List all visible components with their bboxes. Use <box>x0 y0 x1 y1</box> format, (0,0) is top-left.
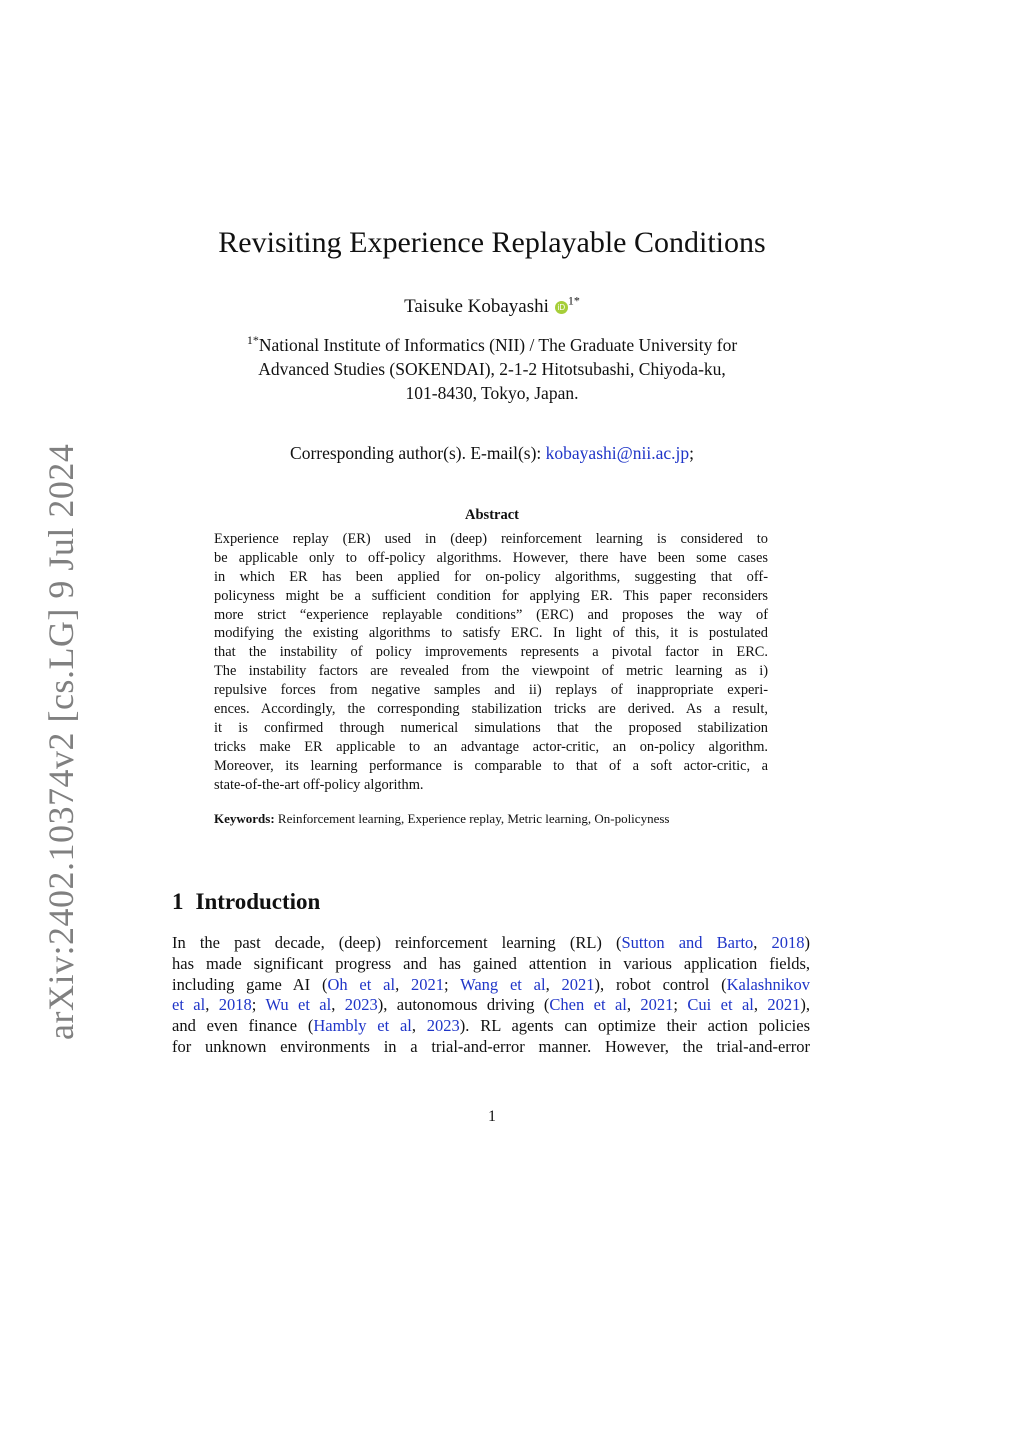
abstract-line: The instability factors are revealed from the viewpoint of metric learning as i) <box>214 663 768 680</box>
citation-link[interactable]: 2021 <box>767 995 801 1015</box>
abstract-line: Experience replay (ER) used in (deep) reinforcement learning is considered to <box>214 531 768 547</box>
abstract-line: that the instability of policy improvements represents a pivotal factor in ERC. <box>214 644 768 661</box>
orcid-icon[interactable]: iD <box>555 301 568 314</box>
citation-link[interactable]: 2023 <box>426 1016 460 1036</box>
intro-line: has made significant progress and has gained attention in various application fields, <box>172 953 810 973</box>
email-link[interactable]: kobayashi@nii.ac.jp <box>545 443 690 463</box>
keywords <box>214 811 774 827</box>
affiliation-line: $^{1*}$National Institute of Informatics (NII) / The Graduate University for <box>246 333 738 355</box>
abstract-line: modifying the existing algorithms to satisfy ERC. In light of this, it is postulated <box>214 625 768 642</box>
abstract-line: state-of-the-art off-policy algorithm. <box>214 776 424 793</box>
paper-title: Revisiting Experience Replayable Conditions <box>218 226 766 259</box>
section-heading <box>172 889 320 915</box>
citation-link[interactable]: 2021 <box>411 974 444 994</box>
citation-link[interactable]: Sutton and Barto <box>621 933 754 952</box>
intro-line: et al, 2018; Wu et al, 2023), autonomous driving (Chen et al, 2021; Cui et al, 2021), <box>172 995 811 1015</box>
citation-link[interactable]: 2023 <box>344 995 378 1015</box>
citation-link[interactable]: Cui et al <box>687 995 754 1015</box>
abstract-line: ences. Accordingly, the corresponding stabilization tricks are derived. As a result, <box>214 701 768 718</box>
affiliation-line: 101-8430, Tokyo, Japan. <box>405 383 579 403</box>
affiliation-block <box>190 333 794 405</box>
abstract-body <box>214 530 768 794</box>
abstract-line: repulsive forces from negative samples and ii) replays of inappropriate experi- <box>214 682 768 699</box>
author-name: Taisuke Kobayashi <box>404 296 549 317</box>
intro-paragraph <box>172 933 810 1058</box>
citation-link[interactable]: 2018 <box>771 933 805 952</box>
intro-line: including game AI (Oh et al, 2021; Wang et al, 2021), robot control (Kalashnikov <box>172 974 811 994</box>
affiliation-line: Advanced Studies (SOKENDAI), 2-1-2 Hitotsubashi, Chiyoda-ku, <box>258 359 726 379</box>
keywords-label: Keywords: <box>214 811 275 826</box>
arxiv-stamp: arXiv:2402.10374v2 [cs.LG] 9 Jul 2024 <box>41 443 81 1040</box>
corresponding-author: Corresponding author(s). E-mail(s): kobayashi@nii.ac.jp; <box>290 443 694 463</box>
abstract-line: in which ER has been applied for on-policy algorithms, suggesting that off- <box>214 568 768 585</box>
page-number: 1 <box>488 1108 496 1125</box>
affiliation-marker: 1* <box>246 333 259 348</box>
keywords-text: Reinforcement learning, Experience replay, Metric learning, On-policyness <box>274 811 670 826</box>
citation-link[interactable]: Wu et al <box>265 995 332 1015</box>
abstract-line: policyness might be a sufficient condition for applying ER. This paper reconsiders <box>214 587 768 604</box>
citation-link[interactable]: 2018 <box>218 995 252 1015</box>
author-affiliation-marker: 1* <box>567 293 580 308</box>
citation-link[interactable]: Oh et al <box>327 974 396 994</box>
abstract-line: more strict “experience replayable conditions” (ERC) and proposes the way of <box>214 606 768 623</box>
citation-link[interactable]: Hambly et al <box>313 1016 412 1036</box>
abstract-line: it is confirmed through numerical simulations that the proposed stabilization <box>214 719 768 736</box>
author-line <box>0 293 984 318</box>
citation-link[interactable]: Chen et al <box>549 995 627 1015</box>
intro-line: for unknown environments in a trial-and-error manner. However, the trial-and-error <box>172 1036 810 1056</box>
section-title: Introduction <box>195 889 321 914</box>
section-number: 1 <box>172 889 184 914</box>
intro-line: and even finance (Hambly et al, 2023). RL agents can optimize their action policies <box>172 1016 810 1036</box>
citation-link[interactable]: 2021 <box>561 974 595 994</box>
abstract-line: tricks make ER applicable to an advantage actor-critic, an on-policy algorithm. <box>214 738 768 755</box>
citation-link[interactable]: Wang et al <box>460 974 546 994</box>
abstract-line: be applicable only to off-policy algorithms. However, there have been some cases <box>214 549 768 566</box>
intro-line: In the past decade, (deep) reinforcement learning (RL) (Sutton and Barto, 2018) <box>172 933 811 952</box>
citation-link[interactable]: Kalashnikov <box>726 974 811 994</box>
citation-link[interactable]: 2021 <box>640 995 674 1015</box>
abstract-line: Moreover, its learning performance is comparable to that of a soft actor-critic, a <box>214 757 768 774</box>
abstract-heading: Abstract <box>465 507 519 523</box>
citation-link[interactable]: et al <box>172 995 206 1015</box>
